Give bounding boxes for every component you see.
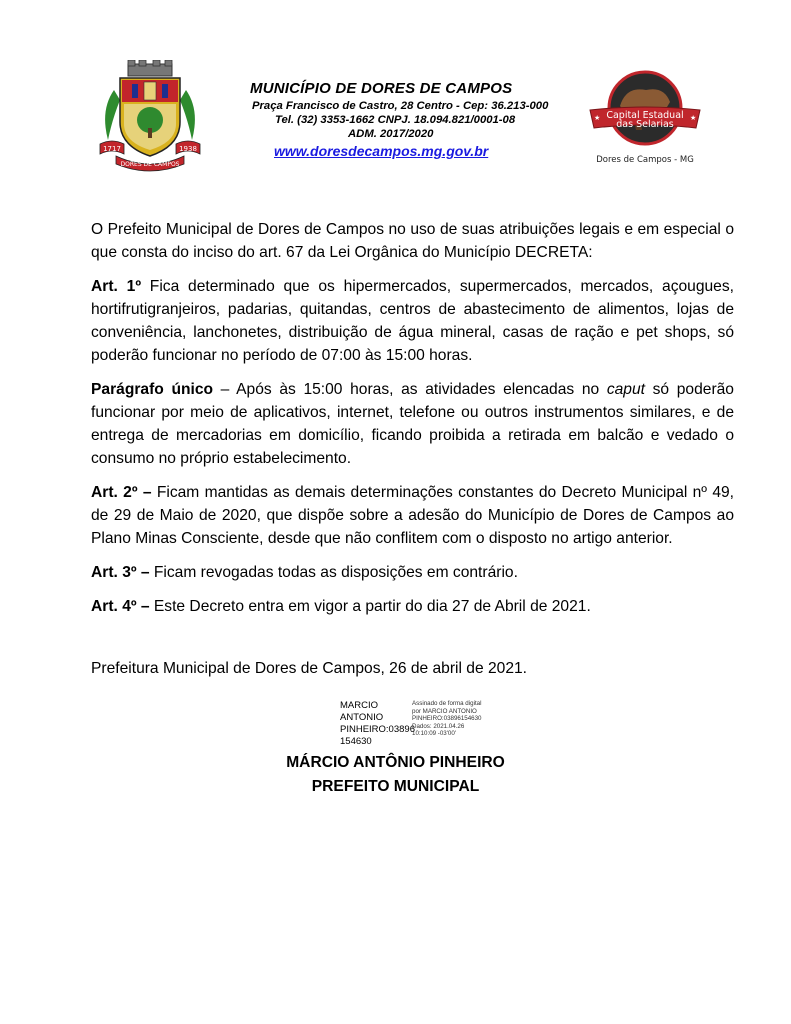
closing-date-line: Prefeitura Municipal de Dores de Campos, 26 de abril de 2021. xyxy=(91,660,528,677)
article-2: Art. 2º – Ficam mantidas as demais determinações constantes do Decreto Municipal nº 49, de 29 de Maio de 2020, que dispõe sobre a adesão do Município de Dores de Campos ao Plano Minas Consciente, desde que não conflitem com o disposto no artigo anterior. xyxy=(91,484,734,547)
decree-body xyxy=(91,218,734,629)
signature-details-block: Assinado de forma digital por MARCIO ANTONIO PINHEIRO:03896154630 Dados: 2021.04.26 10:10:09 -03'00' xyxy=(412,700,482,737)
sole-paragraph: Parágrafo único – Após às 15:00 horas, as atividades elencadas no caput só poderão funcionar por meio de aplicativos, internet, telefone ou outros instrumentos similares, e de entrega de mercadorias em domicílio, ficando proibida a retirada em balcão e vedado o consumo no próprio estabelecimento. xyxy=(91,381,734,467)
coat-of-arms-icon xyxy=(96,60,204,172)
svg-text:Capital Estadual: Capital Estadual xyxy=(606,110,684,121)
coat-of-arms xyxy=(96,60,204,172)
signer-role: PREFEITO MUNICIPAL xyxy=(311,778,480,795)
saddle-badge xyxy=(586,68,704,168)
saddle-badge-icon xyxy=(586,68,704,168)
svg-text:★: ★ xyxy=(690,115,697,122)
article-3-label: Art. 3º – xyxy=(91,564,150,581)
sole-paragraph-label: Parágrafo único xyxy=(91,381,214,398)
article-4: Art. 4º – Este Decreto entra em vigor a partir do dia 27 de Abril de 2021. xyxy=(91,598,591,615)
intro-paragraph: O Prefeito Municipal de Dores de Campos no uso de suas atribuições legais e em especial o que consta do inciso do art. 67 da Lei Orgânica do Município DECRETA: xyxy=(91,221,734,261)
signer-name: MÁRCIO ANTÔNIO PINHEIRO xyxy=(286,754,505,771)
svg-text:★: ★ xyxy=(594,115,601,122)
svg-text:das Selarias: das Selarias xyxy=(616,119,674,130)
svg-text:1717: 1717 xyxy=(103,145,121,153)
phone-cnpj-line: Tel. (32) 3353-1662 CNPJ. 18.094.821/0001-08 xyxy=(275,114,516,126)
article-4-label: Art. 4º – xyxy=(91,598,150,615)
administration-line: ADM. 2017/2020 xyxy=(348,128,434,140)
svg-text:1938: 1938 xyxy=(179,145,197,153)
article-3: Art. 3º – Ficam revogadas todas as disposições em contrário. xyxy=(91,564,518,581)
letterhead-text xyxy=(220,80,590,159)
article-1-label: Art. 1º xyxy=(91,278,142,295)
article-1: Art. 1º Fica determinado que os hipermercados, supermercados, mercados, açougues, hortifrutigranjeiros, padarias, quitandas, centros de abastecimento de alimentos, lojas de conveniência, lanchonetes, distribuição de água mineral, casas de ração e pet shops, só poderão funcionar no período de 07:00 às 15:00 horas. xyxy=(91,278,734,364)
digital-signature xyxy=(340,700,482,750)
article-2-label: Art. 2º – xyxy=(91,484,152,501)
website-link[interactable]: www.doresdecampos.mg.gov.br xyxy=(274,143,489,159)
signature-name-block: MARCIO ANTONIO PINHEIRO:03896 154630 xyxy=(340,700,415,747)
address-line: Praça Francisco de Castro, 28 Centro - Cep: 36.213-000 xyxy=(252,100,549,112)
svg-text:Dores de Campos - MG: Dores de Campos - MG xyxy=(596,155,694,165)
svg-text:DORES DE CAMPOS: DORES DE CAMPOS xyxy=(120,161,180,168)
municipality-title: MUNICÍPIO DE DORES DE CAMPOS xyxy=(250,80,513,97)
letterhead xyxy=(0,0,791,175)
